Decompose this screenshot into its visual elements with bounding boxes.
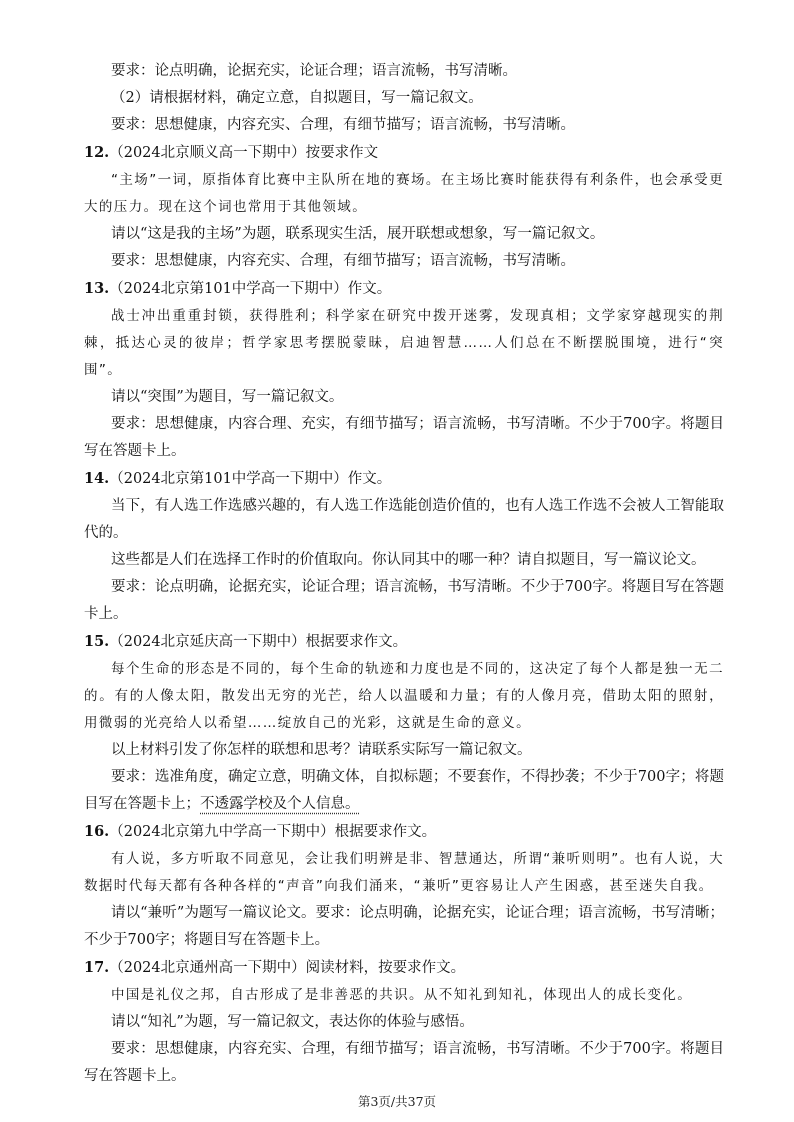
requirement-paragraph: 以上材料引发了你怎样的联想和思考？请联系实际写一篇记叙文。 [111, 742, 532, 758]
requirement-paragraph: 要求：思想健康，内容合理、充实，有细节描写；语言流畅，书写清晰。不少于700字。将题目写在答题卡上。 [84, 416, 724, 459]
requirement-text: 要求：选准角度，确定立意，明确文体，自拟标题；不要套作，不得抄袭；不少于700字；将题目写在答题卡上； [84, 769, 724, 812]
material-paragraph: 有人说，多方听取不同意见，会让我们明辨是非、智慧通达，所谓“兼听则明”。也有人说，大数据时代每天都有各种各样的“声音”向我们涌来，“兼听”更容易让人产生困惑，甚至迷失自我。 [84, 851, 724, 894]
requirement-paragraph: 请以“知礼”为题，写一篇记叙文，表达你的体验与感悟。 [111, 1014, 474, 1030]
requirement-paragraph: 要求：思想健康，内容充实、合理，有细节描写；语言流畅，书写清晰。 [111, 253, 575, 269]
question-source: （2024北京第101中学高一下期中）作文。 [109, 471, 392, 487]
requirement-paragraph: 要求：思想健康，内容充实、合理，有细节描写；语言流畅，书写清晰。不少于700字。将题目写在答题卡上。 [84, 1041, 724, 1084]
material-paragraph: 战士冲出重重封锁，获得胜利；科学家在研究中拨开迷雾，发现真相；文学家穿越现实的荆棘，抵达心灵的彼岸；哲学家思考摆脱蒙昧，启迪智慧……人们总在不断摆脱围境，进行“突围”。 [84, 308, 724, 378]
question-number: 12. [84, 144, 110, 161]
question-heading [84, 628, 724, 656]
emphasized-text: 不透露学校及个人信息。 [200, 796, 360, 812]
question-source: （2024北京第101中学高一下期中）作文。 [109, 281, 392, 297]
question-source: （2024北京通州高一下期中）阅读材料，按要求作文。 [109, 960, 466, 976]
question-number: 14. [84, 470, 110, 487]
question-number: 15. [84, 633, 110, 650]
question-heading [84, 139, 724, 167]
requirement-paragraph: 请以“这是我的主场”为题，联系现实生活，展开联想或想象，写一篇记叙文。 [111, 226, 605, 242]
material-paragraph: 每个生命的形态是不同的，每个生命的轨迹和力度也是不同的，这决定了每个人都是独一无二的。有的人像太阳，散发出无穷的光芒，给人以温暖和力量；有的人像月亮，借助太阳的照射，用微弱的光亮给人以希望……绽放自己的光彩，这就是生命的意义。 [84, 661, 724, 731]
question-number: 17. [84, 959, 110, 976]
requirement-paragraph: 要求：思想健康，内容充实、合理，有细节描写；语言流畅，书写清晰。 [111, 117, 575, 133]
document-content [84, 58, 724, 1090]
requirement-paragraph: 当下，有人选工作选感兴趣的，有人选工作选能创造价值的，也有人选工作选不会被人工智能取代的。 [84, 498, 724, 541]
question-source: （2024北京延庆高一下期中）根据要求作文。 [109, 634, 408, 650]
question-source: （2024北京第九中学高一下期中）根据要求作文。 [109, 824, 437, 840]
question-number: 13. [84, 280, 110, 297]
question-number: 16. [84, 823, 110, 840]
question-source: （2024北京顺义高一下期中）按要求作文 [109, 145, 379, 161]
requirement-paragraph: 要求：论点明确，论据充实，论证合理；语言流畅，书写清晰。不少于700字。将题目写在答题卡上。 [84, 579, 724, 622]
material-paragraph: 中国是礼仪之邦，自古形成了是非善恶的共识。从不知礼到知礼，体现出人的成长变化。 [111, 987, 693, 1003]
requirement-paragraph: 这些都是人们在选择工作时的价值取向。你认同其中的哪一种？请自拟题目，写一篇议论文。 [111, 552, 706, 568]
requirement-paragraph: 要求：论点明确，论据充实，论证合理；语言流畅，书写清晰。 [111, 63, 517, 79]
question-heading [84, 818, 724, 846]
question-heading [84, 465, 724, 493]
page-footer: 第3页/共37页 [357, 1094, 437, 1109]
requirement-paragraph: （2）请根据材料，确定立意，自拟题目，写一篇记叙文。 [111, 90, 483, 106]
question-heading [84, 275, 724, 303]
question-heading [84, 954, 724, 982]
requirement-paragraph: 请以“突围”为题目，写一篇记叙文。 [111, 389, 344, 405]
material-paragraph: “主场”一词，原指体育比赛中主队所在地的赛场。在主场比赛时能获得有利条件，也会承受更大的压力。现在这个词也常用于其他领域。 [84, 172, 724, 215]
requirement-paragraph: 请以“兼听”为题写一篇议论文。要求：论点明确，论据充实，论证合理；语言流畅，书写清晰； 不少于700字；将题目写在答题卡上。 [84, 905, 724, 948]
requirement-paragraph [84, 764, 724, 818]
